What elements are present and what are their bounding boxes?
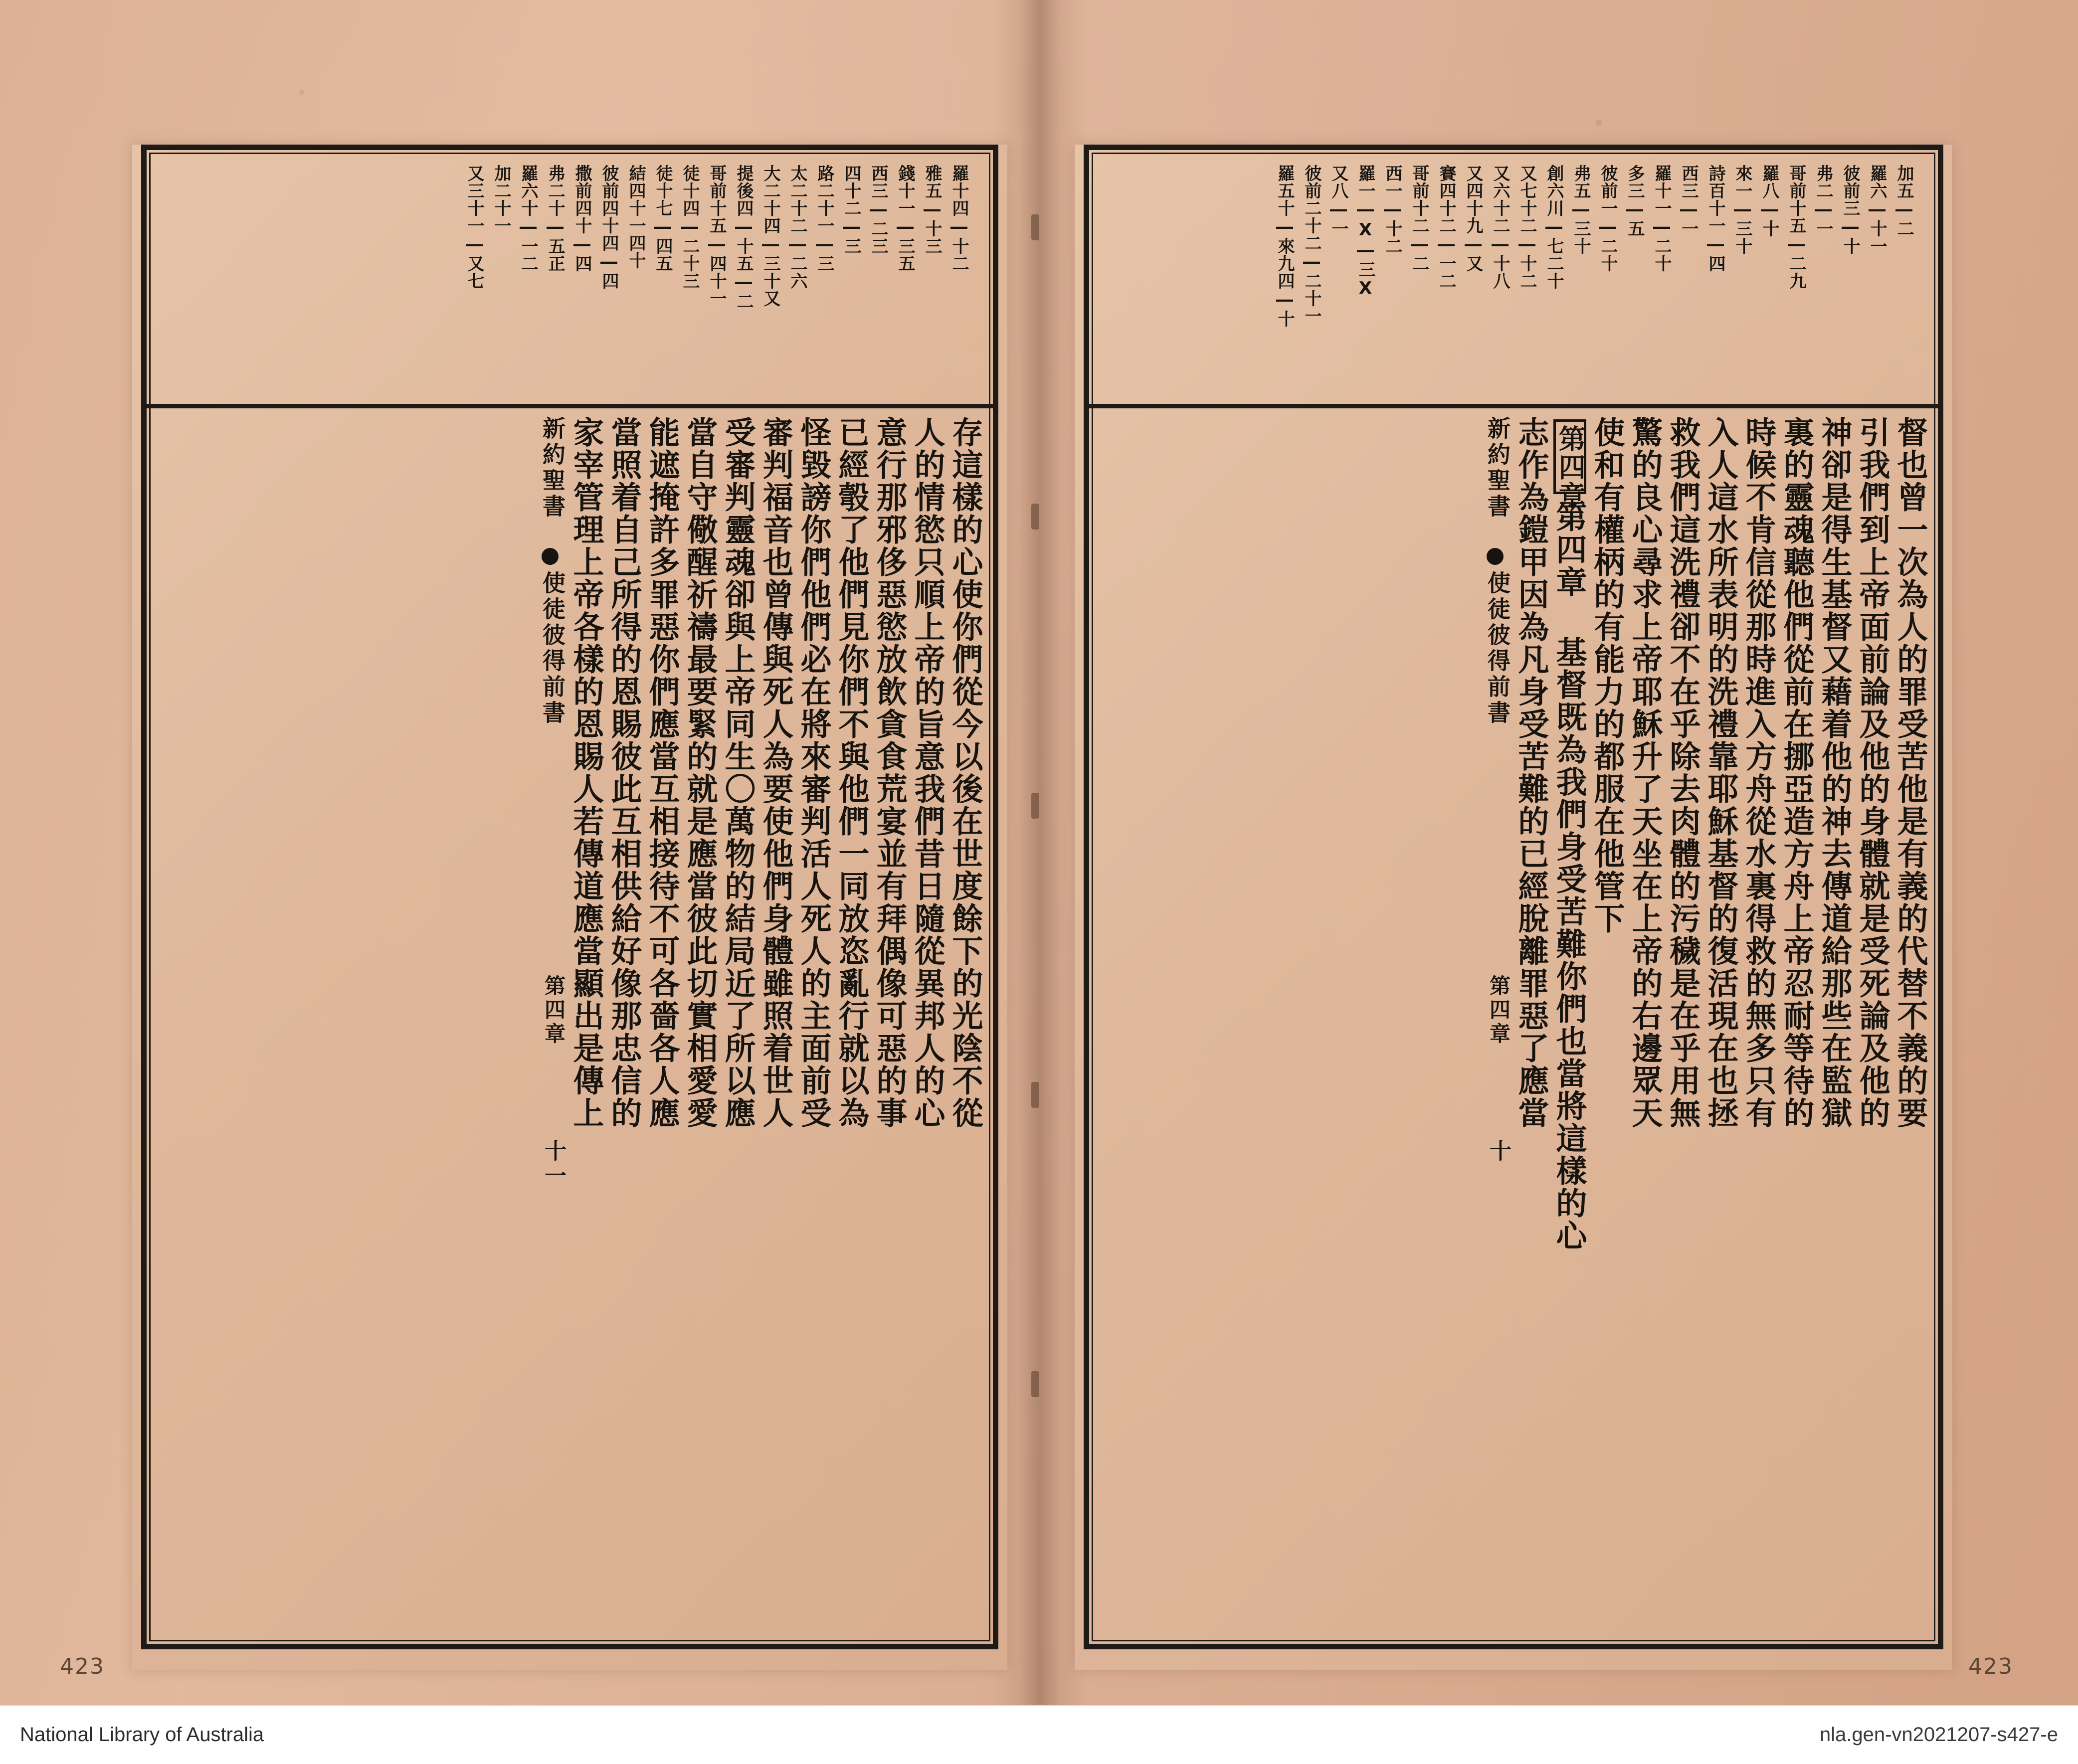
body-column: 人的情慾只順上帝的旨意我們昔日隨從異邦人的心 bbox=[909, 416, 945, 1129]
cross-reference-column: 創六川―七二十 bbox=[1544, 165, 1564, 290]
body-column: 救我們這洗禮卻不在乎除去肉體的污穢是在乎用無 bbox=[1665, 416, 1701, 1129]
left-page-rule bbox=[144, 404, 996, 408]
cross-reference-column: 錢十一―三五 bbox=[895, 165, 915, 272]
body-column: 時候不肯信從那時進入方舟從水裏得救的無多只有 bbox=[1740, 416, 1777, 1129]
cross-reference-column: 提後四―十五―二 bbox=[734, 165, 754, 310]
body-column: 入人這水所表明的洗禮靠耶穌基督的復活現在也拯 bbox=[1702, 416, 1739, 1129]
cross-reference-column: 彼前四十四―四 bbox=[599, 165, 619, 290]
body-column: 神卻是得生基督又藉着他的神去傳道給那些在監獄 bbox=[1816, 416, 1853, 1129]
body-column: 引我們到上帝面前論及他的身體就是受死論及他的 bbox=[1854, 416, 1890, 1129]
cross-reference-column: 羅十四―十二 bbox=[949, 165, 969, 272]
body-column: 驚的良心尋求上帝耶穌升了天坐在上帝的右邊眾天 bbox=[1627, 416, 1663, 1129]
running-head-ornament bbox=[542, 548, 559, 565]
cross-reference-column: 又三十一―又七 bbox=[464, 165, 484, 290]
running-head-ornament bbox=[1487, 548, 1504, 565]
body-column: 意行那邪侈惡慾放飲貪食荒宴並有拜偶像可惡的事 bbox=[871, 416, 908, 1129]
cross-reference-column: 哥前十二―二 bbox=[1409, 165, 1429, 272]
cross-reference-column: 弗五―三十 bbox=[1571, 165, 1591, 255]
institution-label: National Library of Australia bbox=[20, 1724, 264, 1746]
cross-reference-column: 西三―一 bbox=[1679, 165, 1699, 237]
cross-reference-column: 詩百十一―四 bbox=[1705, 165, 1725, 272]
left-page-running-head: 新約聖書 使徒彼得前書 第四章 十一 bbox=[539, 416, 566, 1189]
cross-reference-column: 結四十一四十 bbox=[626, 165, 646, 269]
right-page-rule bbox=[1086, 404, 1941, 408]
cross-reference-column: 徒十四―二十三 bbox=[680, 165, 700, 290]
body-column: 審判福音也曾傳與死人為要使他們身體雖照着世人 bbox=[757, 416, 794, 1129]
cross-reference-column: 撒前四十―四 bbox=[572, 165, 592, 272]
body-column: 志作為鎧甲因為凡身受苦難的已經脫離罪惡了應當 bbox=[1513, 416, 1549, 1129]
left-page-body-text bbox=[156, 416, 983, 1653]
cross-reference-column: 太二十二―二六 bbox=[787, 165, 807, 290]
cross-reference-column: 又八―一 bbox=[1328, 165, 1348, 237]
cross-reference-column: 羅八―十 bbox=[1759, 165, 1779, 237]
cross-reference-column: 又六十二―十八 bbox=[1490, 165, 1510, 290]
cross-reference-column: 羅六十―一二 bbox=[518, 165, 538, 272]
left-page-cross-reference-band bbox=[167, 165, 972, 394]
scan-page-number-left: 423 bbox=[60, 1654, 105, 1679]
cross-reference-column: 徒十七―四五 bbox=[653, 165, 673, 272]
cross-reference-column: 加五―二 bbox=[1894, 165, 1914, 237]
cross-reference-column: 彼前一―二十 bbox=[1598, 165, 1618, 272]
cross-reference-column: 又四十九―又 bbox=[1463, 165, 1483, 272]
footer-metadata-bar bbox=[0, 1705, 2078, 1764]
cross-reference-column: 羅一―X―三X bbox=[1355, 165, 1375, 299]
chapter-marker-box: 第四章 bbox=[1553, 419, 1586, 494]
cross-reference-column: 加二十一 bbox=[491, 165, 511, 234]
body-column: 使和有權柄的有能力的都服在他管下 bbox=[1589, 416, 1625, 935]
cross-reference-column: 大二十四―三十又 bbox=[760, 165, 780, 307]
paper-speck bbox=[299, 90, 304, 95]
cross-reference-column: 西一―十二 bbox=[1382, 165, 1402, 255]
body-column: 能遮掩許多罪惡你們應當互相接待不可各嗇各人應 bbox=[644, 416, 680, 1129]
identifier-label: nla.gen-vn2021207-s427-e bbox=[1819, 1724, 2058, 1746]
binding-stitch bbox=[1031, 1082, 1039, 1108]
right-page bbox=[1075, 145, 1952, 1670]
body-column: 受審判靈魂卻與上帝同生〇萬物的結局近了所以應 bbox=[720, 416, 756, 1129]
body-column: 怪毀謗你們他們必在將來審判活人死人的主面前受 bbox=[795, 416, 832, 1129]
scan-page-number-right: 423 bbox=[1968, 1654, 2013, 1679]
binding-stitch bbox=[1031, 793, 1039, 819]
cross-reference-column: 羅五十―來九四―十 bbox=[1275, 165, 1295, 328]
body-column: 當自守儆醒祈禱最要緊的就是應當彼此切實相愛愛 bbox=[682, 416, 718, 1129]
cross-reference-column: 哥前十五―四十一 bbox=[707, 165, 727, 307]
cross-reference-column: 彼前二十二―二十一 bbox=[1302, 165, 1322, 325]
right-page-running-head: 新約聖書 使徒彼得前書 第四章 十 bbox=[1484, 416, 1511, 1164]
cross-reference-column: 來一―三十 bbox=[1732, 165, 1752, 255]
body-column: 當照着自己所得的恩賜彼此互相供給好像那忠信的 bbox=[606, 416, 642, 1129]
body-column: 裏的靈魂聽他們從前在挪亞造方舟上帝忍耐等待的 bbox=[1778, 416, 1815, 1129]
cross-reference-column: 弗二十―五正 bbox=[545, 165, 565, 272]
body-column: 已經彀了他們見你們不與他們一同放恣亂行就以為 bbox=[833, 416, 870, 1129]
cross-reference-column: 哥前十五―二九 bbox=[1786, 165, 1806, 290]
cross-reference-column: 羅六―十一 bbox=[1867, 165, 1887, 255]
body-column: 督也曾一次為人的罪受苦他是有義的代替不義的要 bbox=[1892, 416, 1928, 1129]
cross-reference-column: 彼前三―十 bbox=[1840, 165, 1860, 255]
cross-reference-column: 雅五―十三 bbox=[922, 165, 942, 255]
right-page-cross-reference-band bbox=[1110, 165, 1917, 394]
cross-reference-column: 四十二―三 bbox=[841, 165, 861, 255]
binding-stitch bbox=[1031, 214, 1039, 240]
right-page-body-text bbox=[1099, 416, 1928, 1653]
body-column: 存這樣的心使你們從今以後在世度餘下的光陰不從 bbox=[947, 416, 983, 1129]
cross-reference-column: 西三―二三 bbox=[868, 165, 888, 255]
cross-reference-column: 又七十二―十二 bbox=[1517, 165, 1537, 290]
cross-reference-column: 賽四十二―一二 bbox=[1436, 165, 1456, 290]
cross-reference-column: 多三―五 bbox=[1625, 165, 1645, 237]
cross-reference-column: 路二十一―三 bbox=[814, 165, 834, 272]
binding-stitch bbox=[1031, 504, 1039, 529]
binding-stitch bbox=[1031, 1371, 1039, 1397]
body-column-chapter-start: 第四章 第四章 基督既為我們身受苦難你們也當將這樣的心 bbox=[1549, 416, 1587, 1653]
body-column: 家宰管理上帝各樣的恩賜人若傳道應當顯出是傳上 bbox=[568, 416, 604, 1129]
left-page bbox=[132, 145, 1007, 1670]
paper-speck bbox=[1596, 120, 1602, 126]
cross-reference-column: 羅十一―二十 bbox=[1652, 165, 1672, 272]
cross-reference-column: 弗二―一 bbox=[1813, 165, 1833, 237]
